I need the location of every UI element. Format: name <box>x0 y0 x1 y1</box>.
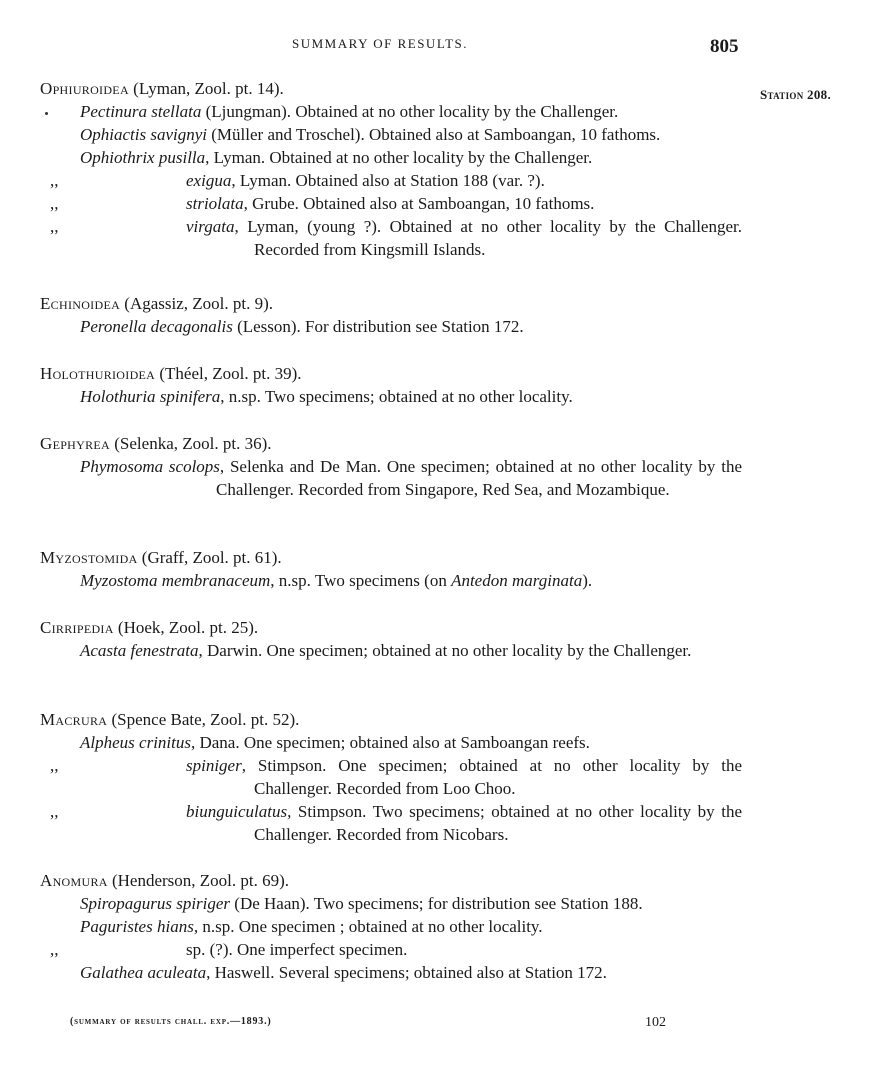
author: , Stimpson. <box>241 756 327 775</box>
group-ref: (Agassiz, Zool. pt. 9). <box>124 294 274 313</box>
list-item <box>40 385 742 408</box>
group-heading <box>40 363 742 385</box>
species: membranaceum <box>161 571 271 590</box>
group-macrura <box>40 709 742 846</box>
group-name: Macrura <box>40 710 108 729</box>
list-item <box>40 639 742 662</box>
list-item <box>40 315 742 338</box>
group-ref: (Hoek, Zool. pt. 25). <box>117 618 259 637</box>
entry-text: Obtained at no other locality by the Challenger. <box>295 102 619 121</box>
species: pusilla <box>158 148 206 167</box>
list-item <box>40 754 742 800</box>
station-label: Station 208. <box>760 87 832 102</box>
list-item <box>40 123 742 146</box>
entry-text: One imperfect specimen. <box>237 940 408 959</box>
ditto-mark: ,, <box>50 171 59 190</box>
species: exigua <box>186 171 232 190</box>
author: , n.sp. <box>270 571 311 590</box>
species: scolops <box>168 457 220 476</box>
group-holothurioidea <box>40 363 742 408</box>
running-head: SUMMARY OF RESULTS. <box>291 36 468 51</box>
group-name: Ophiuroidea <box>40 79 129 98</box>
list-item <box>40 961 742 984</box>
list-item <box>40 146 742 169</box>
list-item <box>40 892 742 915</box>
genus: Pectinura <box>80 102 148 121</box>
species: spinifera <box>159 387 221 406</box>
author: (Lesson). <box>237 317 301 336</box>
entry-text: Obtained also at Samboangan, 10 fathoms. <box>368 125 661 144</box>
species: aculeata <box>147 963 207 982</box>
genus: Holothuria <box>80 387 156 406</box>
author: , Dana. <box>190 733 240 752</box>
author: , Haswell. <box>206 963 275 982</box>
species: sp. <box>186 940 206 959</box>
group-heading <box>40 709 742 731</box>
group-anomura <box>40 870 742 984</box>
genus: Ophiothrix <box>80 148 155 167</box>
author: , Lyman, (young ?). <box>234 217 382 236</box>
group-echinoidea <box>40 293 742 338</box>
entry-text: One specimen; obtained at no other locality by the Challenger. <box>266 641 692 660</box>
group-cirripedia <box>40 617 742 662</box>
author: , Grube. <box>243 194 299 213</box>
author: , Darwin. <box>198 641 263 660</box>
genus: Spiropagurus <box>80 894 172 913</box>
host-species: Antedon marginata <box>451 571 583 590</box>
genus: Paguristes <box>80 917 153 936</box>
entry-text: Two specimens; obtained at no other locality. <box>264 387 573 406</box>
species: biunguiculatus <box>186 802 288 821</box>
list-item <box>40 100 742 123</box>
author: , n.sp. <box>193 917 235 936</box>
group-name: Gephyrea <box>40 434 111 453</box>
list-item <box>40 731 742 754</box>
entry-text: Two specimens; for distribution see Station 188. <box>313 894 643 913</box>
group-name: Anomura <box>40 871 108 890</box>
group-heading <box>40 433 742 455</box>
author: (?). <box>209 940 233 959</box>
ditto-mark: ,, <box>50 217 59 236</box>
author: , Selenka and De Man. <box>219 457 381 476</box>
genus: Ophiactis <box>80 125 147 144</box>
entry-text: One specimen; obtained also at Samboangan reefs. <box>243 733 590 752</box>
author: , n.sp. <box>220 387 261 406</box>
entry-text: Obtained at no other locality by the Challenger. Recorded from Kingsmill Islands. <box>254 217 742 259</box>
entry-text: Obtained also at Station 188 (var. ?). <box>295 171 545 190</box>
species: spiniger <box>186 756 242 775</box>
list-item <box>40 215 742 261</box>
group-heading <box>40 293 742 315</box>
author: (Müller and Troschel). <box>211 125 365 144</box>
genus: Alpheus <box>80 733 135 752</box>
group-name: Holothurioidea <box>40 364 156 383</box>
author: (Ljungman). <box>205 102 292 121</box>
list-item <box>40 938 742 961</box>
genus: Galathea <box>80 963 144 982</box>
footer-imprint: (summary of results chall. exp.—1893.) <box>70 1016 272 1027</box>
list-item <box>40 192 742 215</box>
group-ref: (Spence Bate, Zool. pt. 52). <box>111 710 300 729</box>
group-heading <box>40 870 742 892</box>
author: , Stimpson. <box>287 802 367 821</box>
group-heading <box>40 78 742 100</box>
entry-text: One specimen; obtained at no other locality by the Challenger. Recorded from Singapore, Red Sea, and Mozambique. <box>216 457 743 499</box>
ditto-mark: ,, <box>50 756 59 775</box>
genus: Myzostoma <box>80 571 158 590</box>
entry-text: Two specimens (on <box>314 571 452 590</box>
group-name: Cirripedia <box>40 618 114 637</box>
page-number: 805 <box>710 36 739 57</box>
species: stellata <box>151 102 202 121</box>
list-item <box>40 569 742 592</box>
list-item <box>40 169 742 192</box>
entry-text: Obtained also at Samboangan, 10 fathoms. <box>303 194 595 213</box>
entry-text: One specimen; obtained at no other locality by the Challenger. Recorded from Loo Choo. <box>254 756 743 798</box>
entry-text: One specimen ; obtained at no other locality. <box>238 917 543 936</box>
ditto-mark: ,, <box>50 940 59 959</box>
footer-signature: 102 <box>645 1015 666 1030</box>
group-ref: (Lyman, Zool. pt. 14). <box>133 79 284 98</box>
entry-text-end: ). <box>582 571 593 590</box>
species: hians <box>156 917 194 936</box>
entry-text: Obtained at no other locality by the Challenger. <box>269 148 593 167</box>
entry-text: For distribution see Station 172. <box>305 317 524 336</box>
species: savignyi <box>150 125 208 144</box>
group-heading <box>40 617 742 639</box>
group-name: Myzostomida <box>40 548 138 567</box>
author: , Lyman. <box>205 148 266 167</box>
group-name: Echinoidea <box>40 294 121 313</box>
species: fenestrata <box>130 641 199 660</box>
group-ref: (Graff, Zool. pt. 61). <box>141 548 282 567</box>
species: virgata <box>186 217 235 236</box>
author: (De Haan). <box>234 894 310 913</box>
entry-text: Two specimens; obtained at no other locality by the Challenger. Recorded from Nicobars. <box>254 802 742 844</box>
entry-text: Several specimens; obtained also at Station 172. <box>278 963 607 982</box>
group-ref: (Selenka, Zool. pt. 36). <box>114 434 272 453</box>
genus: Peronella <box>80 317 147 336</box>
genus: Phymosoma <box>80 457 164 476</box>
group-ref: (Théel, Zool. pt. 39). <box>159 364 302 383</box>
group-gephyrea <box>40 433 742 501</box>
species: striolata <box>186 194 244 213</box>
ditto-mark: ,, <box>50 802 59 821</box>
group-ref: (Henderson, Zool. pt. 69). <box>111 871 290 890</box>
species: crinitus <box>139 733 191 752</box>
group-ophiuroidea <box>40 78 742 261</box>
species: decagonalis <box>150 317 233 336</box>
group-myzostomida <box>40 547 742 592</box>
author: , Lyman. <box>231 171 292 190</box>
list-item <box>40 800 742 846</box>
species: spiriger <box>176 894 231 913</box>
list-item <box>40 455 742 501</box>
ditto-mark: ,, <box>50 194 59 213</box>
list-item <box>40 915 742 938</box>
group-heading <box>40 547 742 569</box>
genus: Acasta <box>80 641 127 660</box>
